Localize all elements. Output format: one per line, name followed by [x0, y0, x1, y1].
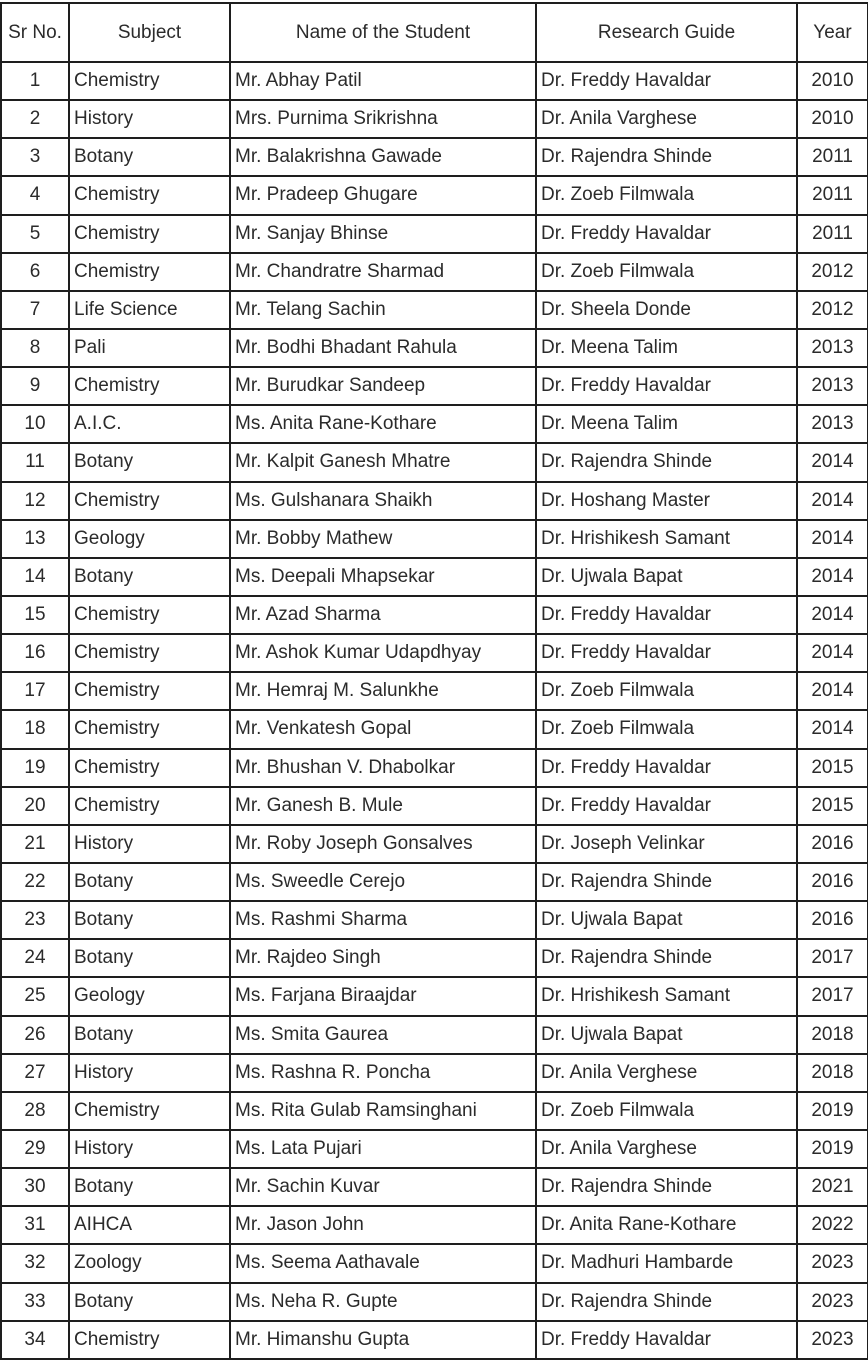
subject-cell: Botany — [69, 901, 230, 939]
year-cell: 2014 — [797, 710, 868, 748]
header-sr-no: Sr No. — [1, 3, 69, 62]
subject-cell: Botany — [69, 138, 230, 176]
research-guide-cell: Dr. Rajendra Shinde — [536, 863, 797, 901]
research-guide-cell: Dr. Ujwala Bapat — [536, 901, 797, 939]
header-student-name: Name of the Student — [230, 3, 536, 62]
research-guide-cell: Dr. Rajendra Shinde — [536, 1168, 797, 1206]
student-name-cell: Mr. Roby Joseph Gonsalves — [230, 825, 536, 863]
subject-cell: Botany — [69, 1016, 230, 1054]
table-row — [1, 1130, 868, 1168]
subject-cell: Pali — [69, 329, 230, 367]
research-guide-cell: Dr. Meena Talim — [536, 329, 797, 367]
subject-cell: Botany — [69, 1283, 230, 1321]
table-row — [1, 1168, 868, 1206]
student-name-cell: Mr. Bhushan V. Dhabolkar — [230, 749, 536, 787]
student-name-cell: Mr. Bodhi Bhadant Rahula — [230, 329, 536, 367]
student-name-cell: Mr. Venkatesh Gopal — [230, 710, 536, 748]
student-name-cell: Mr. Himanshu Gupta — [230, 1321, 536, 1359]
student-name-cell: Ms. Farjana Biraajdar — [230, 977, 536, 1015]
student-name-cell: Mr. Azad Sharma — [230, 596, 536, 634]
sr-no-cell: 6 — [1, 253, 69, 291]
table-row — [1, 443, 868, 481]
student-name-cell: Mr. Abhay Patil — [230, 62, 536, 100]
table-row — [1, 634, 868, 672]
year-cell: 2013 — [797, 367, 868, 405]
student-name-cell: Ms. Anita Rane-Kothare — [230, 405, 536, 443]
year-cell: 2014 — [797, 482, 868, 520]
header-subject: Subject — [69, 3, 230, 62]
sr-no-cell: 24 — [1, 939, 69, 977]
sr-no-cell: 11 — [1, 443, 69, 481]
subject-cell: Chemistry — [69, 176, 230, 214]
table-row — [1, 253, 868, 291]
table-row — [1, 596, 868, 634]
sr-no-cell: 16 — [1, 634, 69, 672]
research-guide-cell: Dr. Freddy Havaldar — [536, 62, 797, 100]
year-cell: 2010 — [797, 62, 868, 100]
research-guide-cell: Dr. Hrishikesh Samant — [536, 520, 797, 558]
year-cell: 2017 — [797, 977, 868, 1015]
sr-no-cell: 8 — [1, 329, 69, 367]
year-cell: 2016 — [797, 863, 868, 901]
subject-cell: Chemistry — [69, 215, 230, 253]
research-guide-cell: Dr. Hrishikesh Samant — [536, 977, 797, 1015]
subject-cell: Chemistry — [69, 787, 230, 825]
research-guide-cell: Dr. Rajendra Shinde — [536, 939, 797, 977]
year-cell: 2018 — [797, 1054, 868, 1092]
research-guide-cell: Dr. Madhuri Hambarde — [536, 1244, 797, 1282]
subject-cell: History — [69, 100, 230, 138]
subject-cell: Chemistry — [69, 749, 230, 787]
year-cell: 2013 — [797, 405, 868, 443]
year-cell: 2022 — [797, 1206, 868, 1244]
sr-no-cell: 21 — [1, 825, 69, 863]
student-name-cell: Mr. Sachin Kuvar — [230, 1168, 536, 1206]
research-guide-cell: Dr. Freddy Havaldar — [536, 1321, 797, 1359]
sr-no-cell: 26 — [1, 1016, 69, 1054]
research-guide-cell: Dr. Zoeb Filmwala — [536, 1092, 797, 1130]
student-name-cell: Ms. Seema Aathavale — [230, 1244, 536, 1282]
research-students-table — [0, 2, 868, 1360]
subject-cell: Chemistry — [69, 62, 230, 100]
student-name-cell: Mr. Ashok Kumar Udapdhyay — [230, 634, 536, 672]
table-body — [1, 62, 868, 1359]
table-row — [1, 787, 868, 825]
year-cell: 2018 — [797, 1016, 868, 1054]
subject-cell: Botany — [69, 558, 230, 596]
table-row — [1, 405, 868, 443]
table-row — [1, 1244, 868, 1282]
table-row — [1, 62, 868, 100]
table-row — [1, 749, 868, 787]
student-name-cell: Ms. Lata Pujari — [230, 1130, 536, 1168]
subject-cell: Geology — [69, 520, 230, 558]
research-guide-cell: Dr. Anila Varghese — [536, 100, 797, 138]
research-guide-cell: Dr. Rajendra Shinde — [536, 443, 797, 481]
table-row — [1, 672, 868, 710]
student-name-cell: Mr. Sanjay Bhinse — [230, 215, 536, 253]
subject-cell: Botany — [69, 1168, 230, 1206]
sr-no-cell: 4 — [1, 176, 69, 214]
year-cell: 2011 — [797, 138, 868, 176]
research-guide-cell: Dr. Joseph Velinkar — [536, 825, 797, 863]
year-cell: 2012 — [797, 291, 868, 329]
sr-no-cell: 12 — [1, 482, 69, 520]
sr-no-cell: 33 — [1, 1283, 69, 1321]
research-guide-cell: Dr. Zoeb Filmwala — [536, 253, 797, 291]
subject-cell: Botany — [69, 443, 230, 481]
year-cell: 2014 — [797, 634, 868, 672]
sr-no-cell: 13 — [1, 520, 69, 558]
table-row — [1, 863, 868, 901]
year-cell: 2015 — [797, 787, 868, 825]
student-name-cell: Mrs. Purnima Srikrishna — [230, 100, 536, 138]
header-row — [1, 3, 868, 62]
sr-no-cell: 30 — [1, 1168, 69, 1206]
student-name-cell: Ms. Gulshanara Shaikh — [230, 482, 536, 520]
sr-no-cell: 34 — [1, 1321, 69, 1359]
research-guide-cell: Dr. Freddy Havaldar — [536, 634, 797, 672]
sr-no-cell: 14 — [1, 558, 69, 596]
year-cell: 2013 — [797, 329, 868, 367]
student-name-cell: Mr. Hemraj M. Salunkhe — [230, 672, 536, 710]
table-row — [1, 977, 868, 1015]
research-guide-cell: Dr. Rajendra Shinde — [536, 1283, 797, 1321]
sr-no-cell: 28 — [1, 1092, 69, 1130]
header-year: Year — [797, 3, 868, 62]
research-guide-cell: Dr. Freddy Havaldar — [536, 367, 797, 405]
research-guide-cell: Dr. Freddy Havaldar — [536, 787, 797, 825]
student-name-cell: Mr. Balakrishna Gawade — [230, 138, 536, 176]
research-guide-cell: Dr. Ujwala Bapat — [536, 1016, 797, 1054]
subject-cell: Chemistry — [69, 253, 230, 291]
research-guide-cell: Dr. Zoeb Filmwala — [536, 672, 797, 710]
student-name-cell: Ms. Rashmi Sharma — [230, 901, 536, 939]
table-row — [1, 1016, 868, 1054]
sr-no-cell: 10 — [1, 405, 69, 443]
table-row — [1, 1283, 868, 1321]
student-name-cell: Mr. Jason John — [230, 1206, 536, 1244]
subject-cell: Chemistry — [69, 710, 230, 748]
sr-no-cell: 2 — [1, 100, 69, 138]
sr-no-cell: 29 — [1, 1130, 69, 1168]
year-cell: 2015 — [797, 749, 868, 787]
year-cell: 2021 — [797, 1168, 868, 1206]
year-cell: 2014 — [797, 596, 868, 634]
sr-no-cell: 3 — [1, 138, 69, 176]
research-guide-cell: Dr. Anila Varghese — [536, 1130, 797, 1168]
subject-cell: History — [69, 1054, 230, 1092]
student-name-cell: Mr. Burudkar Sandeep — [230, 367, 536, 405]
student-name-cell: Ms. Smita Gaurea — [230, 1016, 536, 1054]
year-cell: 2016 — [797, 825, 868, 863]
subject-cell: History — [69, 825, 230, 863]
table-row — [1, 939, 868, 977]
research-guide-cell: Dr. Hoshang Master — [536, 482, 797, 520]
subject-cell: Chemistry — [69, 482, 230, 520]
table-row — [1, 329, 868, 367]
subject-cell: AIHCA — [69, 1206, 230, 1244]
research-guide-cell: Dr. Freddy Havaldar — [536, 215, 797, 253]
year-cell: 2012 — [797, 253, 868, 291]
student-name-cell: Mr. Kalpit Ganesh Mhatre — [230, 443, 536, 481]
year-cell: 2014 — [797, 558, 868, 596]
table-row — [1, 138, 868, 176]
subject-cell: History — [69, 1130, 230, 1168]
sr-no-cell: 5 — [1, 215, 69, 253]
research-guide-cell: Dr. Anita Rane-Kothare — [536, 1206, 797, 1244]
student-name-cell: Mr. Ganesh B. Mule — [230, 787, 536, 825]
research-guide-cell: Dr. Rajendra Shinde — [536, 138, 797, 176]
research-guide-cell: Dr. Freddy Havaldar — [536, 596, 797, 634]
year-cell: 2014 — [797, 672, 868, 710]
sr-no-cell: 19 — [1, 749, 69, 787]
year-cell: 2023 — [797, 1321, 868, 1359]
research-guide-cell: Dr. Meena Talim — [536, 405, 797, 443]
subject-cell: Botany — [69, 863, 230, 901]
table-row — [1, 901, 868, 939]
research-guide-cell: Dr. Zoeb Filmwala — [536, 176, 797, 214]
sr-no-cell: 27 — [1, 1054, 69, 1092]
year-cell: 2014 — [797, 443, 868, 481]
research-guide-cell: Dr. Zoeb Filmwala — [536, 710, 797, 748]
research-guide-cell: Dr. Anila Verghese — [536, 1054, 797, 1092]
subject-cell: Botany — [69, 939, 230, 977]
table-row — [1, 100, 868, 138]
table-row — [1, 1206, 868, 1244]
table-row — [1, 558, 868, 596]
year-cell: 2023 — [797, 1283, 868, 1321]
student-name-cell: Mr. Bobby Mathew — [230, 520, 536, 558]
research-guide-cell: Dr. Ujwala Bapat — [536, 558, 797, 596]
year-cell: 2010 — [797, 100, 868, 138]
table-row — [1, 291, 868, 329]
table-row — [1, 825, 868, 863]
student-name-cell: Ms. Sweedle Cerejo — [230, 863, 536, 901]
year-cell: 2014 — [797, 520, 868, 558]
table-row — [1, 520, 868, 558]
student-name-cell: Ms. Neha R. Gupte — [230, 1283, 536, 1321]
sr-no-cell: 22 — [1, 863, 69, 901]
sr-no-cell: 25 — [1, 977, 69, 1015]
subject-cell: Geology — [69, 977, 230, 1015]
student-name-cell: Ms. Rashna R. Poncha — [230, 1054, 536, 1092]
student-name-cell: Ms. Deepali Mhapsekar — [230, 558, 536, 596]
sr-no-cell: 9 — [1, 367, 69, 405]
table-row — [1, 1092, 868, 1130]
table-row — [1, 710, 868, 748]
subject-cell: Chemistry — [69, 367, 230, 405]
header-research-guide: Research Guide — [536, 3, 797, 62]
sr-no-cell: 1 — [1, 62, 69, 100]
student-name-cell: Ms. Rita Gulab Ramsinghani — [230, 1092, 536, 1130]
year-cell: 2011 — [797, 215, 868, 253]
sr-no-cell: 32 — [1, 1244, 69, 1282]
table-row — [1, 215, 868, 253]
sr-no-cell: 17 — [1, 672, 69, 710]
subject-cell: A.I.C. — [69, 405, 230, 443]
subject-cell: Zoology — [69, 1244, 230, 1282]
subject-cell: Chemistry — [69, 596, 230, 634]
subject-cell: Chemistry — [69, 1321, 230, 1359]
sr-no-cell: 23 — [1, 901, 69, 939]
year-cell: 2017 — [797, 939, 868, 977]
student-name-cell: Mr. Rajdeo Singh — [230, 939, 536, 977]
table-row — [1, 1054, 868, 1092]
student-name-cell: Mr. Pradeep Ghugare — [230, 176, 536, 214]
table-row — [1, 1321, 868, 1359]
year-cell: 2019 — [797, 1092, 868, 1130]
subject-cell: Chemistry — [69, 1092, 230, 1130]
research-guide-cell: Dr. Sheela Donde — [536, 291, 797, 329]
subject-cell: Chemistry — [69, 672, 230, 710]
student-name-cell: Mr. Telang Sachin — [230, 291, 536, 329]
table-row — [1, 176, 868, 214]
sr-no-cell: 20 — [1, 787, 69, 825]
table-row — [1, 482, 868, 520]
research-guide-cell: Dr. Freddy Havaldar — [536, 749, 797, 787]
sr-no-cell: 15 — [1, 596, 69, 634]
sr-no-cell: 7 — [1, 291, 69, 329]
student-name-cell: Mr. Chandratre Sharmad — [230, 253, 536, 291]
subject-cell: Life Science — [69, 291, 230, 329]
year-cell: 2019 — [797, 1130, 868, 1168]
year-cell: 2011 — [797, 176, 868, 214]
table-row — [1, 367, 868, 405]
sr-no-cell: 18 — [1, 710, 69, 748]
sr-no-cell: 31 — [1, 1206, 69, 1244]
year-cell: 2016 — [797, 901, 868, 939]
subject-cell: Chemistry — [69, 634, 230, 672]
year-cell: 2023 — [797, 1244, 868, 1282]
